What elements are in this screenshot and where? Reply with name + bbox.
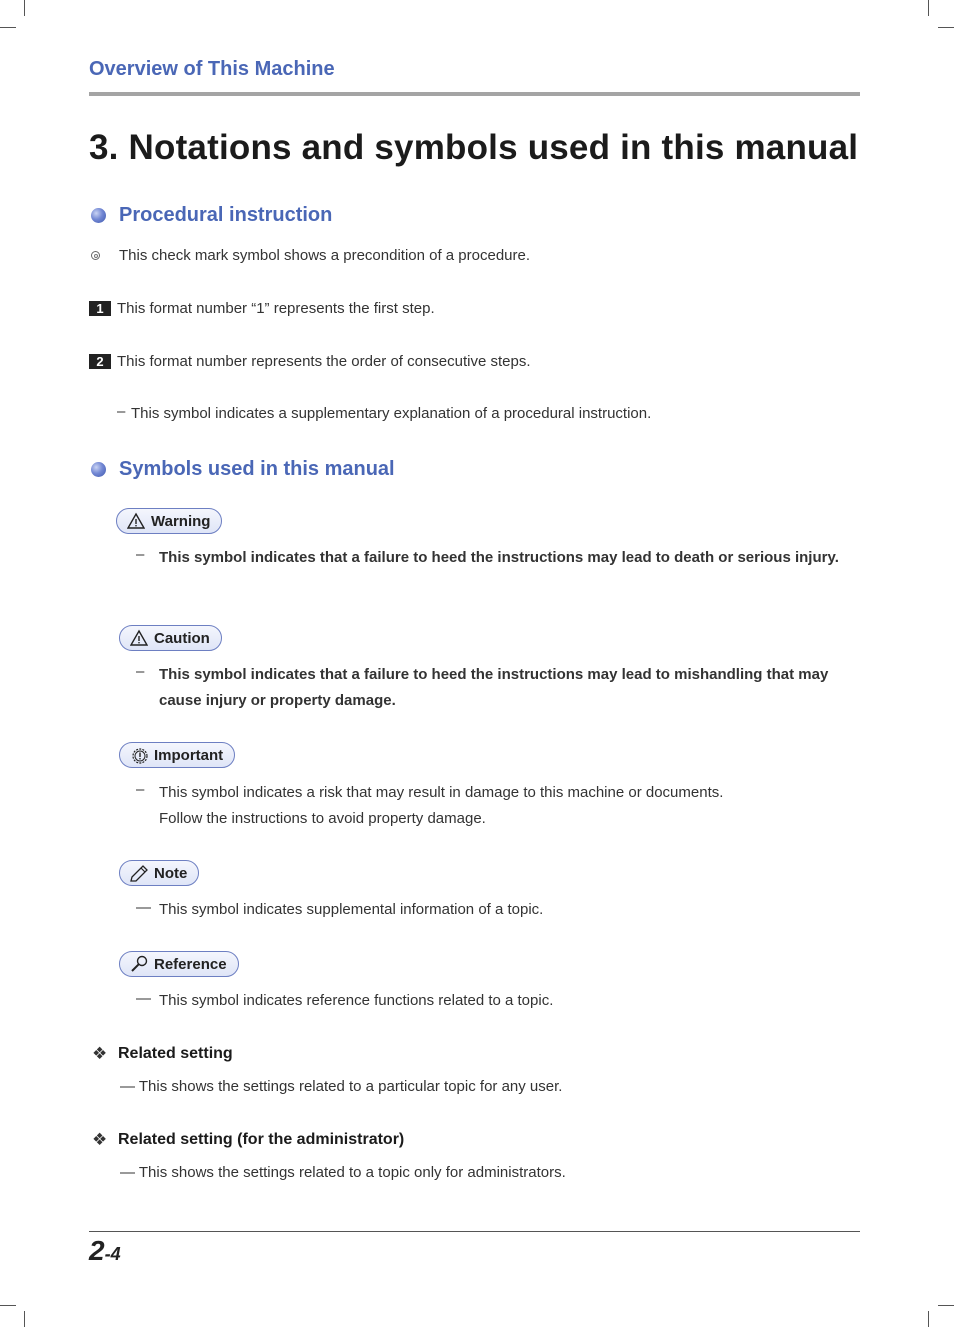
important-text <box>159 780 849 832</box>
pencil-icon <box>130 864 148 882</box>
related-setting-admin <box>92 1130 404 1150</box>
badge-label: Important <box>154 746 224 764</box>
warning-triangle-icon <box>127 512 145 530</box>
related-heading: Related setting (for the administrator) <box>118 1131 405 1148</box>
chapter-number: 2 <box>89 1235 105 1266</box>
section-symbols <box>91 458 395 481</box>
footer-rule <box>89 1231 860 1232</box>
caution-text: This symbol indicates that a failure to heed the instructions may lead to mishandling that may cause injury or property damage. <box>159 666 829 709</box>
crop-mark <box>0 1305 16 1306</box>
crop-mark <box>24 0 25 16</box>
badge-label: Reference <box>154 955 227 973</box>
caution-dash: – <box>136 663 145 680</box>
header-rule <box>89 92 860 96</box>
important-badge <box>119 742 235 768</box>
reference-dash: — <box>136 990 151 1007</box>
reference-badge <box>119 951 239 977</box>
step-number-2: 2 <box>89 354 111 369</box>
caution-triangle-icon <box>130 629 148 647</box>
related-admin-text: — This shows the settings related to a topic only for administrators. <box>120 1164 566 1181</box>
precondition-check-icon <box>91 251 100 260</box>
reference-text: This symbol indicates reference functions related to a topic. <box>159 992 554 1009</box>
step1-text: This format number “1” represents the first step. <box>117 300 435 317</box>
important-gear-icon <box>130 746 148 764</box>
crop-mark <box>24 1311 25 1327</box>
crop-mark <box>928 0 929 16</box>
crop-mark <box>938 1305 954 1306</box>
note-text: This symbol indicates supplemental information of a topic. <box>159 901 544 918</box>
warning-text: This symbol indicates that a failure to heed the instructions may lead to death or serious injury. <box>159 549 839 566</box>
note-dash: — <box>136 899 151 916</box>
section-procedural <box>91 204 332 227</box>
step2-text: This format number represents the order of consecutive steps. <box>117 353 531 370</box>
crop-mark <box>938 27 954 28</box>
precondition-text: This check mark symbol shows a precondition of a procedure. <box>119 247 531 264</box>
crop-mark <box>0 27 16 28</box>
related-diamond-icon: ❖ <box>92 1044 108 1063</box>
badge-label: Warning <box>151 512 211 530</box>
page-title: 3. Notations and symbols used in this manual <box>89 128 859 167</box>
note-badge <box>119 860 199 886</box>
step-number-1: 1 <box>89 301 111 316</box>
magnifier-icon <box>130 955 148 973</box>
warning-badge <box>116 508 222 534</box>
related-heading: Related setting <box>118 1045 233 1062</box>
warning-dash: – <box>136 546 145 563</box>
related-setting-user <box>92 1044 233 1064</box>
section-bullet-icon <box>91 462 106 477</box>
badge-label: Note <box>154 864 188 882</box>
section-bullet-icon <box>91 208 106 223</box>
related-diamond-icon: ❖ <box>92 1130 108 1149</box>
section-heading: Symbols used in this manual <box>119 458 395 480</box>
caution-badge <box>119 625 222 651</box>
page-suffix: -4 <box>104 1244 121 1264</box>
crop-mark <box>928 1311 929 1327</box>
important-text-line-1: This symbol indicates a risk that may result in damage to this machine or documents. <box>159 784 724 801</box>
page-number <box>89 1235 121 1267</box>
supplement-text: This symbol indicates a supplementary explanation of a procedural instruction. <box>131 405 652 422</box>
badge-label: Caution <box>154 629 210 647</box>
section-heading: Procedural instruction <box>119 204 333 226</box>
running-head: Overview of This Machine <box>89 58 335 80</box>
important-text-line-2: Follow the instructions to avoid property damage. <box>159 810 486 827</box>
supplement-dash: – <box>117 403 126 420</box>
related-user-text: — This shows the settings related to a particular topic for any user. <box>120 1078 563 1095</box>
important-dash: – <box>136 781 145 798</box>
